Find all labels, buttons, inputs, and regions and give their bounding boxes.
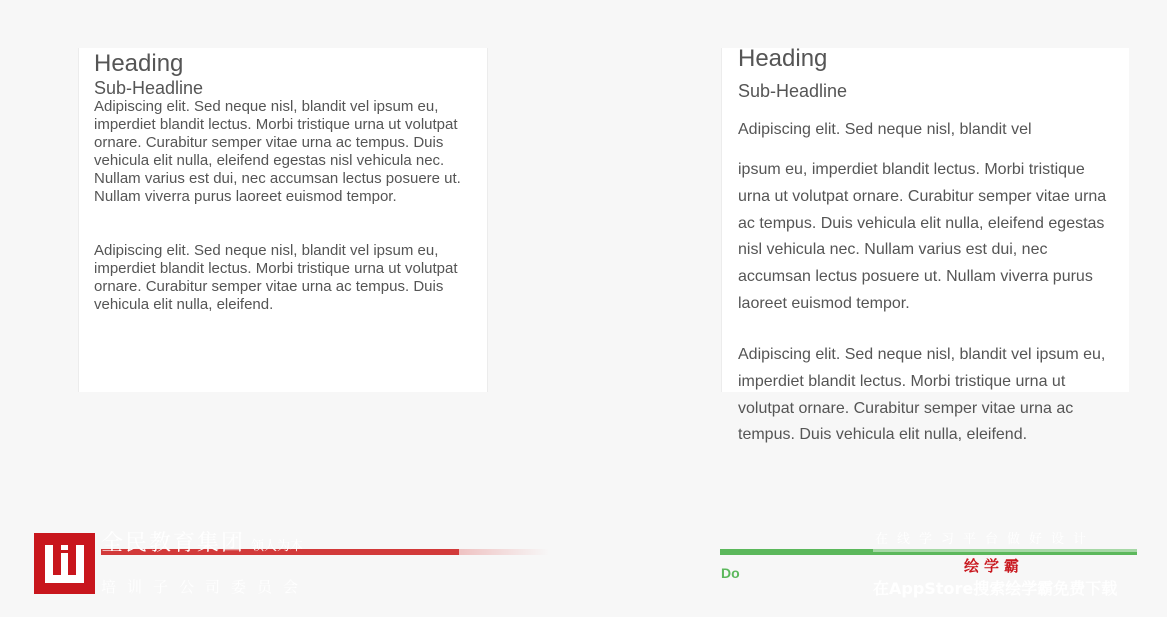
org-name (101, 531, 303, 560)
brand-name: 绘学霸 (964, 557, 1025, 575)
right-paragraph-2: ipsum eu, imperdiet blandit lectus. Morbi tristique urna ut volutpat ornare. Curabitur semper vitae urna ac tempus. Duis vehicula elit nulla, eleifend egestas nisl vehicula nec. Nullam varius est dui, nec accumsan lectus posuere ut. Nullam viverra purus laoreet euismod tempor. (738, 161, 1107, 312)
left-card (78, 48, 488, 392)
left-paragraph-2: Adipiscing elit. Sed neque nisl, blandit vel ipsum eu, imperdiet blandit lectus. Morbi tristique urna ut volutpat ornare. Curabitur semper vitae urna ac tempus. Duis vehicula elit nulla, eleifend. (94, 242, 458, 313)
org-tag: 领人为本 (251, 539, 304, 554)
right-paragraph-1: Adipiscing elit. Sed neque nisl, blandit vel (738, 121, 1032, 138)
left-heading: Heading (94, 50, 184, 77)
left-paragraph-1: Adipiscing elit. Sed neque nisl, blandit vel ipsum eu, imperdiet blandit lectus. Morbi tristique urna ut volutpat ornare. Curabitur semper vitae urna ac tempus. Duis vehicula elit nulla, eleifend egestas nisl vehicula nec. Nullam varius est dui, nec accumsan lectus posuere ut. Nullam viverra purus laoreet euismod tempor. (94, 98, 461, 205)
watermark-bottom-text: 在AppStore搜索绘学霸免费下载 (873, 579, 1118, 598)
green-accent-highlight (873, 549, 1137, 552)
left-sub-headline: Sub-Headline (94, 78, 204, 98)
red-accent-fade (459, 549, 549, 555)
org-slogan: 培训子公司委员会 (101, 578, 310, 596)
right-sub-headline: Sub-Headline (738, 81, 848, 101)
watermark-top-text: 在线学习平台做好设计 (875, 532, 1096, 547)
right-heading: Heading (738, 45, 828, 72)
org-name-text: 全民教育集团 (101, 531, 246, 556)
do-label: Do (721, 565, 740, 581)
w-logo-icon (34, 533, 95, 594)
right-paragraph-3: Adipiscing elit. Sed neque nisl, blandit vel ipsum eu, imperdiet blandit lectus. Morbi tristique urna ut volutpat ornare. Curabitur semper vitae urna ac tempus. Duis vehicula elit nulla, eleifend. (738, 346, 1106, 444)
